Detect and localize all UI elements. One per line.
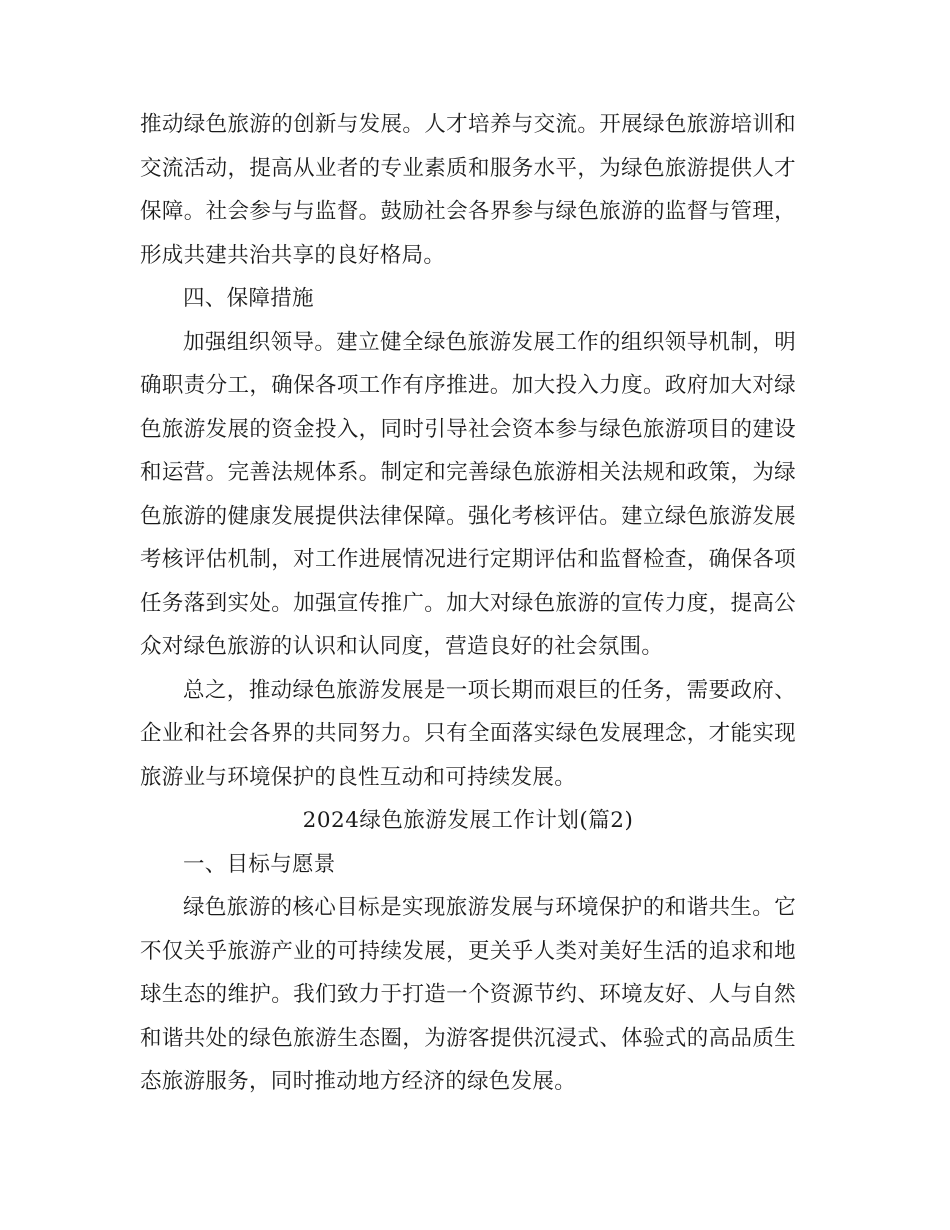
paragraph-safeguard-measures: 加强组织领导。建立健全绿色旅游发展工作的组织领导机制，明确职责分工，确保各项工作有序推进。加大投入力度。政府加大对绿色旅游发展的资金投入，同时引导社会资本参与绿色旅游项目的建设和运营。完善法规体系。制定和完善绿色旅游相关法规和政策，为绿色旅游的健康发展提供法律保障。强化考核评估。建立绿色旅游发展考核评估机制，对工作进展情况进行定期评估和监督检查，确保各项任务落到实处。加强宣传推广。加大对绿色旅游的宣传力度，提高公众对绿色旅游的认识和认同度，营造良好的社会氛围。 [140, 329, 796, 659]
paragraph-conclusion: 总之，推动绿色旅游发展是一项长期而艰巨的任务，需要政府、企业和社会各界的共同努力。只有全面落实绿色发展理念，才能实现旅游业与环境保护的良性互动和可持续发展。 [140, 677, 796, 790]
paragraph-talent-and-supervision: 推动绿色旅游的创新与发展。人才培养与交流。开展绿色旅游培训和交流活动，提高从业者的专业素质和服务水平，为绿色旅游提供人才保障。社会参与与监督。鼓励社会各界参与绿色旅游的监督与管理，形成共建共治共享的良好格局。 [140, 112, 796, 268]
document-body [140, 103, 796, 1104]
document-title-part-2: 2024绿色旅游发展工作计划(篇2) [302, 808, 634, 833]
section-heading-goals-vision: 一、目标与愿景 [183, 851, 336, 877]
paragraph-core-goal: 绿色旅游的核心目标是实现旅游发展与环境保护的和谐共生。它不仅关乎旅游产业的可持续发展，更关乎人类对美好生活的追求和地球生态的维护。我们致力于打造一个资源节约、环境友好、人与自然和谐共处的绿色旅游生态圈，为游客提供沉浸式、体验式的高品质生态旅游服务，同时推动地方经济的绿色发展。 [140, 895, 796, 1094]
section-heading-safeguards: 四、保障措施 [183, 286, 314, 311]
